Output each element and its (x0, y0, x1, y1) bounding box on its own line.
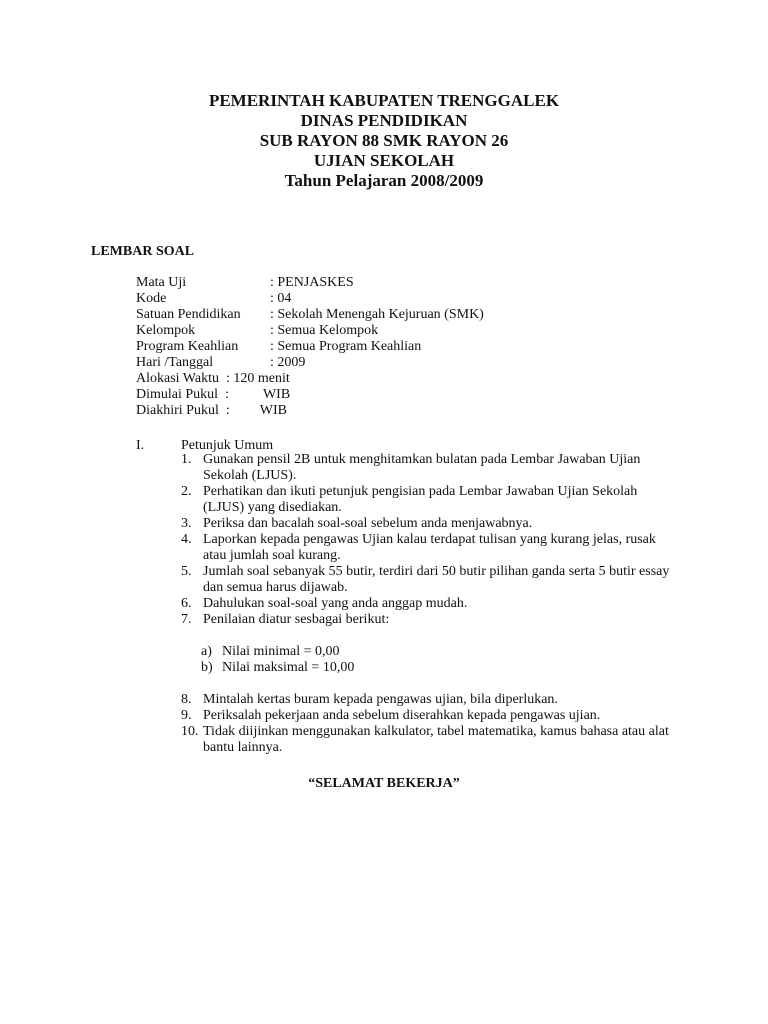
header-line-department: DINAS PENDIDIKAN (300, 111, 468, 130)
sub-list-item (201, 660, 681, 676)
section-title: LEMBAR SOAL (91, 244, 195, 259)
list-item (181, 564, 681, 596)
item-text: Mintalah kertas buram kepada pengawas ujian, bila diperlukan. (203, 692, 558, 707)
sub-item-letter: b) (201, 660, 213, 675)
info-inline (136, 403, 287, 419)
item-text: Perhatikan dan ikuti petunjuk pengisian pada Lembar Jawaban Ujian Sekolah (LJUS) yang disediakan. (203, 484, 638, 515)
list-item (181, 516, 681, 532)
info-value: : 2009 (270, 355, 306, 370)
header-line-year: Tahun Pelajaran 2008/2009 (284, 171, 484, 190)
item-number: 10. (181, 724, 199, 739)
info-value: : PENJASKES (270, 275, 354, 290)
item-text: Penilaian diatur sesbagai berikut: (203, 612, 390, 627)
section-heading: Petunjuk Umum (181, 438, 274, 453)
sub-item-text: Nilai maksimal = 10,00 (222, 660, 355, 675)
info-value: : Sekolah Menengah Kejuruan (SMK) (270, 307, 484, 322)
list-item (181, 452, 681, 484)
info-label: Diakhiri Pukul (136, 403, 219, 418)
info-value: : Semua Program Keahlian (270, 339, 422, 354)
info-value: WIB (259, 403, 287, 418)
spacer (181, 676, 681, 692)
info-value: WIB (262, 387, 291, 402)
info-colon: : (225, 403, 230, 418)
info-label: Alokasi Waktu (136, 371, 219, 386)
list-item (181, 708, 681, 724)
item-number: 8. (181, 692, 192, 707)
item-number: 2. (181, 484, 192, 499)
item-text: Gunakan pensil 2B untuk menghitamkan bulatan pada Lembar Jawaban Ujian Sekolah (LJUS). (203, 452, 641, 483)
info-label: Program Keahlian (136, 339, 239, 354)
info-label: Hari /Tanggal (136, 355, 214, 370)
instruction-list (181, 452, 681, 756)
item-text: Jumlah soal sebanyak 55 butir, terdiri dari 50 butir pilihan ganda serta 5 butir essay dan semua harus dijawab. (203, 564, 670, 595)
info-inline (136, 371, 290, 387)
closing-message: “SELAMAT BEKERJA” (308, 776, 460, 791)
info-colon: : (225, 387, 229, 402)
item-number: 7. (181, 612, 192, 627)
document-header (0, 91, 768, 191)
header-line-exam: UJIAN SEKOLAH (313, 151, 455, 170)
header-line-subrayon: SUB RAYON 88 SMK RAYON 26 (259, 131, 509, 150)
info-label: Satuan Pendidikan (136, 307, 241, 322)
item-number: 5. (181, 564, 192, 579)
header-line-government: PEMERINTAH KABUPATEN TRENGGALEK (208, 91, 560, 110)
list-item (181, 692, 681, 708)
item-text: Laporkan kepada pengawas Ujian kalau terdapat tulisan yang kurang jelas, rusak atau jumlah soal kurang. (203, 532, 656, 563)
item-number: 6. (181, 596, 192, 611)
sub-list-item (201, 644, 681, 660)
info-value: : 04 (270, 291, 292, 306)
item-number: 4. (181, 532, 192, 547)
info-label: Kode (136, 291, 167, 306)
info-label: Kelompok (136, 323, 196, 338)
list-item (181, 532, 681, 564)
item-text: Periksa dan bacalah soal-soal sebelum anda menjawabnya. (203, 516, 533, 531)
item-text: Tidak diijinkan menggunakan kalkulator, tabel matematika, kamus bahasa atau alat bantu lainnya. (203, 724, 669, 755)
list-item (181, 612, 681, 628)
info-value: : Semua Kelompok (270, 323, 379, 338)
spacer (181, 628, 681, 644)
info-inline (136, 387, 290, 403)
info-value: : 120 menit (226, 371, 290, 386)
list-item (181, 596, 681, 612)
list-item (181, 724, 681, 756)
sub-item-text: Nilai minimal = 0,00 (222, 644, 340, 659)
item-number: 3. (181, 516, 192, 531)
info-label: Dimulai Pukul (136, 387, 219, 402)
sub-item-letter: a) (201, 644, 212, 659)
item-text: Periksalah pekerjaan anda sebelum diserahkan kepada pengawas ujian. (203, 708, 601, 723)
item-text: Dahulukan soal-soal yang anda anggap mudah. (203, 596, 468, 611)
item-number: 9. (181, 708, 192, 723)
item-number: 1. (181, 452, 192, 467)
info-label: Mata Uji (136, 275, 187, 290)
section-numeral: I. (136, 438, 145, 453)
list-item (181, 484, 681, 516)
